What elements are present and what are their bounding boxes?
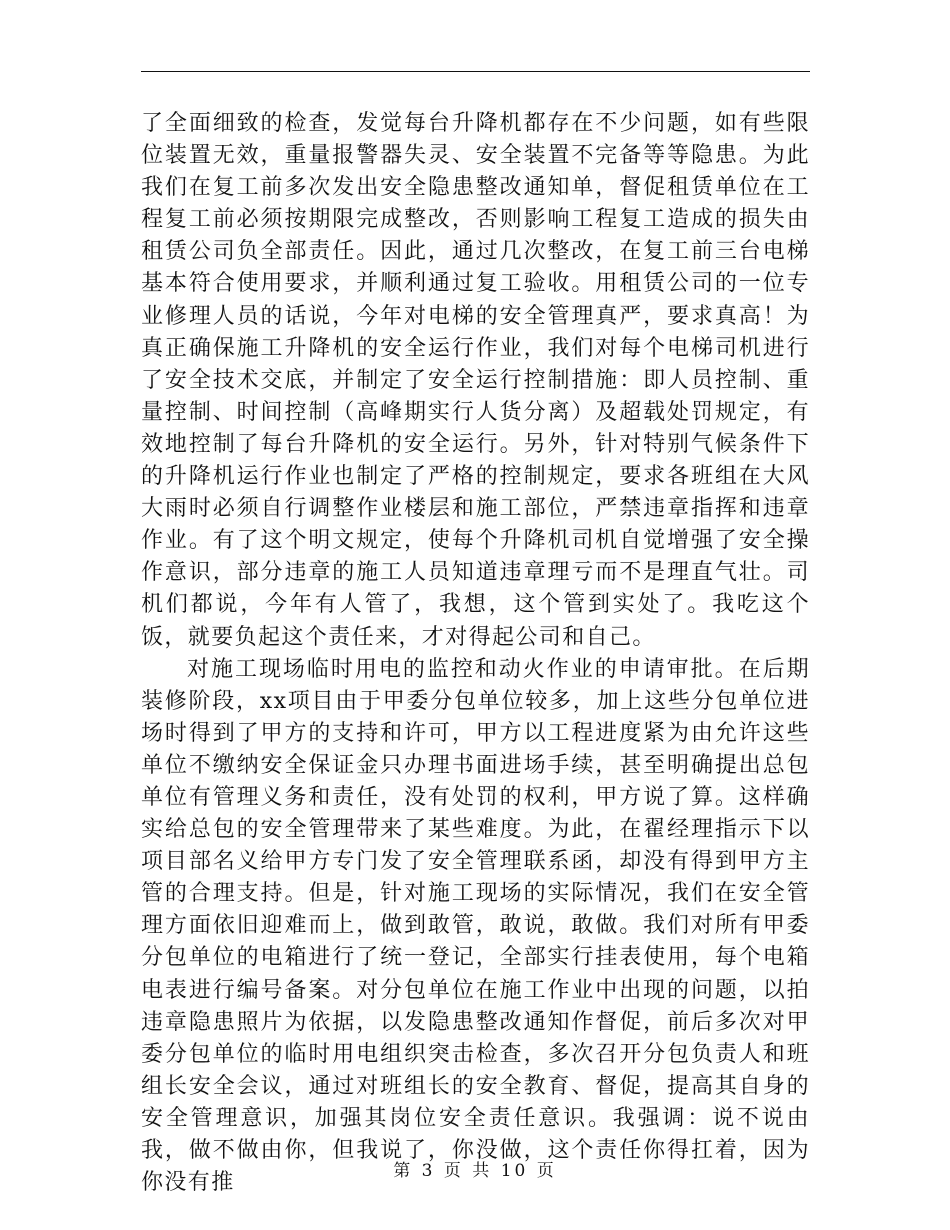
body-text: [141, 108, 810, 1199]
header-rule: [141, 71, 810, 72]
page-number: 第 3 页 共 10 页: [393, 1161, 557, 1181]
paragraph-1: 了全面细致的检查，发觉每台升降机都存在不少问题，如有些限位装置无效，重量报警器失灵、安全装置不完备等等隐患。为此我们在复工前多次发出安全隐患整改通知单，督促租赁单位在工程复工前必须按期限完成整改，否则影响工程复工造成的损失由租赁公司负全部责任。因此，通过几次整改，在复工前三台电梯基本符合使用要求，并顺利通过复工验收。用租赁公司的一位专业修理人员的话说，今年对电梯的安全管理真严，要求真高！为真正确保施工升降机的安全运行作业，我们对每个电梯司机进行了安全技术交底，并制定了安全运行控制措施：即人员控制、重量控制、时间控制（高峰期实行人货分离）及超载处罚规定，有效地控制了每台升降机的安全运行。另外，针对特别气候条件下的升降机运行作业也制定了严格的控制规定，要求各班组在大风大雨时必须自行调整作业楼层和施工部位，严禁违章指挥和违章作业。有了这个明文规定，使每个升降机司机自觉增强了安全操作意识，部分违章的施工人员知道违章理亏而不是理直气壮。司机们都说，今年有人管了，我想，这个管到实处了。我吃这个饭，就要负起这个责任来，才对得起公司和自己。: [141, 111, 810, 650]
paragraph-2: 对施工现场临时用电的监控和动火作业的申请审批。在后期装修阶段，xx项目由于甲委分包单位较多，加上这些分包单位进场时得到了甲方的支持和许可，甲方以工程进度紧为由允许这些单位不缴纳安全保证金只办理书面进场手续，甚至明确提出总包单位有管理义务和责任，没有处罚的权利，甲方说了算。这样确实给总包的安全管理带来了某些难度。为此，在翟经理指示下以项目部名义给甲方专门发了安全管理联系函，却没有得到甲方主管的合理支持。但是，针对施工现场的实际情况，我们在安全管理方面依旧迎难而上，做到敢管，敢说，敢做。我们对所有甲委分包单位的电箱进行了统一登记，全部实行挂表使用，每个电箱电表进行编号备案。对分包单位在施工作业中出现的问题，以拍违章隐患照片为依据，以发隐患整改通知作督促，前后多次对甲委分包单位的临时用电组织突击检查，多次召开分包负责人和班组长安全会议，通过对班组长的安全教育、督促，提高其自身的安全管理意识，加强其岗位安全责任意识。我强调：说不说由我，做不做由你，但我说了，你没做，这个责任你得扛着，因为你没有推: [141, 656, 810, 1196]
